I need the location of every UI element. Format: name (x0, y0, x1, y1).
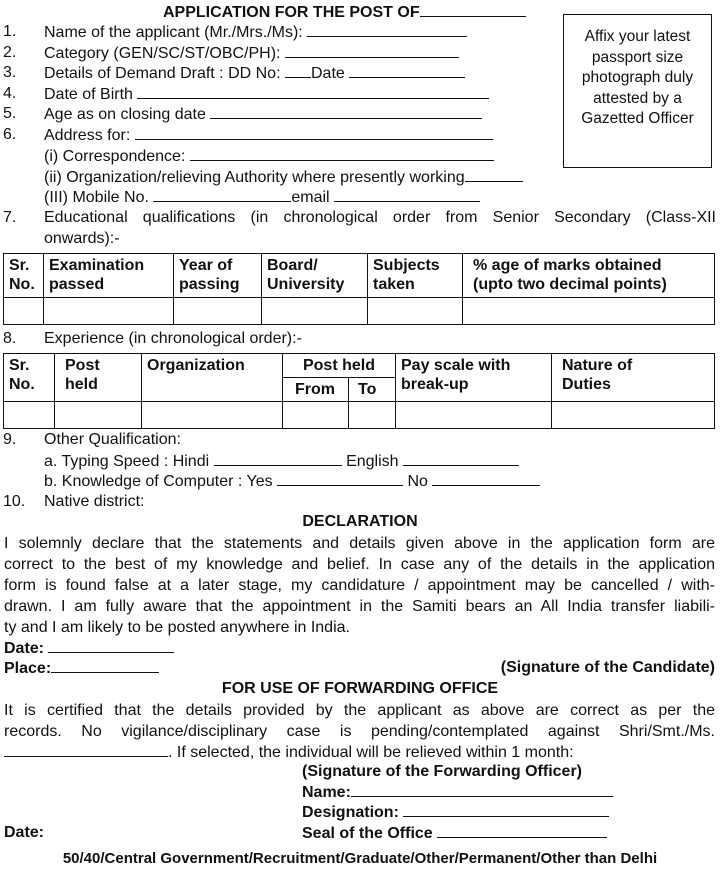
field-row-name (44, 22, 467, 43)
dd-label: Details of Demand Draft : DD No: (44, 65, 281, 82)
forwarding-seal-field[interactable] (437, 823, 607, 838)
field-number: 4. (3, 85, 17, 102)
declaration-line: correct to the best of my knowledge and belief. In case any of the details in the application (4, 556, 715, 573)
header-text: Year of (179, 257, 233, 274)
table-header-row (4, 354, 715, 378)
field-number: 8. (3, 330, 17, 347)
table-header-row (4, 254, 715, 298)
field-row-correspondence (44, 146, 494, 167)
forwarding-name-field[interactable] (351, 782, 613, 797)
correspondence-field[interactable] (190, 146, 494, 161)
header-text: University (267, 276, 345, 293)
table-cell[interactable] (4, 298, 44, 325)
typing-hindi-label: a. Typing Speed : Hindi (44, 453, 210, 470)
field-number: 10. (3, 493, 26, 510)
declaration-date-field[interactable] (48, 638, 174, 653)
table-cell[interactable] (349, 402, 396, 429)
table-cell[interactable] (283, 402, 349, 429)
computer-no-field[interactable] (432, 471, 540, 486)
table-cell[interactable] (552, 402, 715, 429)
table-cell[interactable] (4, 402, 55, 429)
forwarding-designation-row (302, 802, 609, 823)
other-qualification-label: Other Qualification: (44, 431, 181, 448)
table-row (4, 402, 715, 429)
header-text: (upto two decimal points) (473, 276, 667, 293)
header-text: passing (179, 276, 240, 293)
computer-yes-field[interactable] (277, 471, 403, 486)
header-text: break-up (401, 376, 469, 393)
field-number: 3. (3, 64, 17, 81)
header-text: Board/ (267, 257, 318, 274)
forwarding-line-3 (4, 742, 715, 763)
header-text: % age of marks obtained (473, 257, 662, 274)
col-post-held (55, 354, 142, 402)
declaration-text (4, 533, 715, 638)
native-district-label: Native district: (44, 493, 145, 510)
typing-english-label: English (346, 453, 399, 470)
mobile-field[interactable] (153, 187, 291, 202)
experience-table (3, 353, 715, 429)
field-number: 7. (3, 209, 17, 226)
table-cell[interactable] (262, 298, 368, 325)
header-text: Post held (302, 357, 375, 374)
col-to: To (349, 378, 396, 402)
footer-code: 50/40/Central Government/Recruitment/Graduate/Other/Permanent/Other than Delhi (62, 850, 658, 867)
field-row-age (44, 104, 482, 125)
table-cell[interactable] (142, 402, 283, 429)
computer-no-label: No (407, 473, 428, 490)
col-organization (142, 354, 283, 402)
header-text: Nature of (562, 357, 633, 374)
col-sr-no (4, 254, 44, 298)
field-row-dob (44, 84, 489, 105)
form-title-row (163, 2, 526, 23)
col-pay-scale (396, 354, 552, 402)
field-row-dd (44, 63, 465, 84)
col-from: From (283, 378, 349, 402)
field-number: 1. (3, 23, 17, 40)
header-text: Post (65, 357, 100, 374)
organization-field[interactable] (465, 167, 523, 182)
forwarding-line: It is certified that the details provided by the applicant as above are correct as per the (4, 702, 715, 719)
declaration-date-label: Date: (4, 640, 45, 657)
table-cell[interactable] (463, 298, 715, 325)
forwarding-designation-field[interactable] (403, 802, 609, 817)
field-number: 5. (3, 105, 17, 122)
table-cell[interactable] (44, 298, 174, 325)
header-text: No. (9, 376, 35, 393)
declaration-date-row (4, 638, 174, 659)
typing-hindi-field[interactable] (214, 451, 342, 466)
col-exam-passed (44, 254, 174, 298)
field-row-organization (44, 167, 523, 188)
employee-name-field[interactable] (4, 742, 168, 757)
field-row-contact (44, 187, 480, 208)
forwarding-name-row (302, 782, 613, 803)
forwarding-date-label: Date: (4, 824, 45, 841)
address-field[interactable] (135, 125, 493, 140)
organization-label: (ii) Organization/relieving Authority where presently working (44, 169, 465, 186)
email-label: email (291, 189, 330, 206)
table-cell[interactable] (396, 402, 552, 429)
dd-date-label: Date (310, 65, 345, 82)
category-field[interactable] (285, 43, 459, 58)
col-marks (463, 254, 715, 298)
forwarding-name-label: Name: (302, 784, 351, 801)
dob-label: Date of Birth (44, 86, 133, 103)
forwarding-seal-row (302, 823, 607, 844)
declaration-line: I solemnly declare that the statements and details given above in the application form are (4, 535, 715, 552)
col-year-passing (174, 254, 262, 298)
header-text: taken (373, 276, 415, 293)
forwarding-designation-label: Designation: (302, 804, 399, 821)
experience-label: Experience (in chronological order):- (44, 330, 302, 347)
address-label: Address for: (44, 127, 131, 144)
age-field[interactable] (210, 104, 482, 119)
declaration-line: form is found false at a later stage, my candidature / appointment may be cancelled / with- (4, 577, 715, 594)
header-text: Sr. (9, 257, 30, 274)
header-text: passed (49, 276, 105, 293)
dob-field[interactable] (137, 84, 489, 99)
header-text: No. (9, 276, 35, 293)
header-text: Sr. (9, 357, 30, 374)
name-label: Name of the applicant (Mr./Mrs./Ms): (44, 24, 303, 41)
table-cell[interactable] (368, 298, 463, 325)
email-field[interactable] (334, 187, 480, 202)
col-nature-duties (552, 354, 715, 402)
education-table (3, 253, 715, 325)
declaration-place-label: Place: (4, 660, 52, 677)
correspondence-label: (i) Correspondence: (44, 148, 186, 165)
col-post-held-period (283, 354, 396, 378)
header-text: Organization (147, 357, 245, 374)
dd-date-field[interactable] (349, 63, 465, 78)
category-label: Category (GEN/SC/ST/OBC/PH): (44, 45, 281, 62)
declaration-line: drawn. I am fully aware that the appointment in the Samiti bears an All India transfer liabili- (4, 598, 715, 615)
table-cell[interactable] (174, 298, 262, 325)
table-row (4, 298, 715, 325)
field-number: 6. (3, 126, 17, 143)
age-label: Age as on closing date (44, 106, 206, 123)
table-cell[interactable] (55, 402, 142, 429)
dd-no-field[interactable] (285, 63, 311, 78)
forwarding-signature: (Signature of the Forwarding Officer) (302, 763, 583, 780)
declaration-heading: DECLARATION (302, 513, 418, 530)
field-row-computer (44, 471, 540, 492)
header-text: Examination (49, 257, 145, 274)
declaration-place-row (4, 658, 159, 679)
post-name-field[interactable] (420, 2, 526, 17)
forwarding-text (4, 700, 715, 763)
forwarding-heading: FOR USE OF FORWARDING OFFICE (221, 680, 499, 697)
field-number: 2. (3, 44, 17, 61)
photo-box: Affix your latest passport size photograph duly attested by a Gazetted Officer (563, 14, 712, 168)
forwarding-line: records. No vigilance/disciplinary case is pending/contemplated against Shri/Smt./Ms. (4, 723, 715, 740)
header-text: held (65, 376, 98, 393)
declaration-place-field[interactable] (51, 658, 159, 673)
field-row-address (44, 125, 493, 146)
col-sr-no (4, 354, 55, 402)
computer-yes-label: b. Knowledge of Computer : Yes (44, 473, 273, 490)
field-row-typing (44, 451, 519, 472)
form-title: APPLICATION FOR THE POST OF (163, 4, 420, 21)
header-text: Duties (562, 376, 611, 393)
col-subjects (368, 254, 463, 298)
candidate-signature: (Signature of the Candidate) (500, 659, 715, 676)
header-text: Pay scale with (401, 357, 511, 374)
education-label: Educational qualifications (in chronological order from Senior Secondary (Class-XII (44, 209, 716, 226)
typing-english-field[interactable] (403, 451, 519, 466)
mobile-label: (III) Mobile No. (44, 189, 149, 206)
forwarding-seal-label: Seal of the Office (302, 825, 433, 842)
declaration-line: ty and I am likely to be posted anywhere in India. (4, 619, 350, 636)
col-board-university (262, 254, 368, 298)
field-row-category (44, 43, 459, 64)
education-label-cont: onwards):- (44, 230, 120, 247)
forwarding-line: . If selected, the individual will be relieved within 1 month: (168, 744, 574, 761)
field-number: 9. (3, 431, 17, 448)
name-field[interactable] (307, 22, 467, 37)
header-text: Subjects (373, 257, 440, 274)
